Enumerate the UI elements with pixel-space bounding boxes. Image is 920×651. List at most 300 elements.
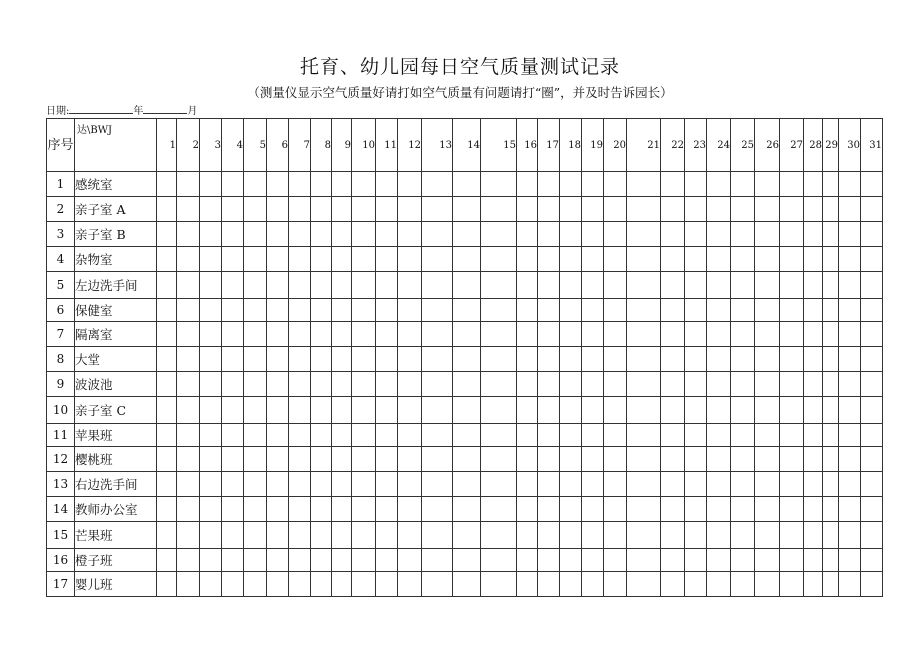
day-check-cell[interactable]	[780, 397, 804, 424]
day-check-cell[interactable]	[839, 172, 861, 197]
day-check-cell[interactable]	[200, 172, 222, 197]
day-check-cell[interactable]	[376, 347, 398, 372]
day-check-cell[interactable]	[200, 272, 222, 299]
day-check-cell[interactable]	[200, 549, 222, 572]
day-check-cell[interactable]	[200, 397, 222, 424]
day-check-cell[interactable]	[352, 272, 376, 299]
day-check-cell[interactable]	[839, 549, 861, 572]
day-check-cell[interactable]	[398, 522, 422, 549]
day-check-cell[interactable]	[289, 522, 311, 549]
day-check-cell[interactable]	[604, 572, 627, 597]
day-check-cell[interactable]	[222, 447, 244, 472]
day-check-cell[interactable]	[661, 272, 685, 299]
day-check-cell[interactable]	[707, 447, 731, 472]
day-check-cell[interactable]	[332, 572, 352, 597]
day-check-cell[interactable]	[780, 322, 804, 347]
day-check-cell[interactable]	[780, 572, 804, 597]
day-check-cell[interactable]	[422, 247, 453, 272]
day-check-cell[interactable]	[481, 497, 517, 522]
day-check-cell[interactable]	[627, 299, 661, 322]
day-check-cell[interactable]	[157, 372, 177, 397]
day-check-cell[interactable]	[222, 497, 244, 522]
day-check-cell[interactable]	[376, 549, 398, 572]
day-check-cell[interactable]	[582, 522, 604, 549]
day-check-cell[interactable]	[352, 549, 376, 572]
day-check-cell[interactable]	[538, 222, 560, 247]
day-check-cell[interactable]	[604, 522, 627, 549]
day-check-cell[interactable]	[244, 572, 267, 597]
day-check-cell[interactable]	[289, 397, 311, 424]
day-check-cell[interactable]	[398, 247, 422, 272]
day-check-cell[interactable]	[707, 522, 731, 549]
day-check-cell[interactable]	[707, 549, 731, 572]
day-check-cell[interactable]	[177, 572, 200, 597]
day-check-cell[interactable]	[352, 397, 376, 424]
day-check-cell[interactable]	[398, 424, 422, 447]
day-check-cell[interactable]	[398, 572, 422, 597]
day-check-cell[interactable]	[780, 222, 804, 247]
day-check-cell[interactable]	[422, 272, 453, 299]
day-check-cell[interactable]	[627, 549, 661, 572]
day-check-cell[interactable]	[453, 424, 481, 447]
day-check-cell[interactable]	[560, 472, 582, 497]
day-check-cell[interactable]	[222, 299, 244, 322]
day-check-cell[interactable]	[200, 424, 222, 447]
day-check-cell[interactable]	[398, 197, 422, 222]
day-check-cell[interactable]	[823, 472, 839, 497]
day-check-cell[interactable]	[707, 272, 731, 299]
day-check-cell[interactable]	[780, 497, 804, 522]
day-check-cell[interactable]	[560, 522, 582, 549]
day-check-cell[interactable]	[311, 397, 332, 424]
day-check-cell[interactable]	[200, 472, 222, 497]
day-check-cell[interactable]	[804, 522, 823, 549]
day-check-cell[interactable]	[398, 372, 422, 397]
day-check-cell[interactable]	[517, 572, 538, 597]
day-check-cell[interactable]	[755, 372, 780, 397]
day-check-cell[interactable]	[311, 197, 332, 222]
day-check-cell[interactable]	[311, 472, 332, 497]
day-check-cell[interactable]	[200, 497, 222, 522]
day-check-cell[interactable]	[332, 299, 352, 322]
day-check-cell[interactable]	[517, 347, 538, 372]
day-check-cell[interactable]	[453, 197, 481, 222]
day-check-cell[interactable]	[332, 497, 352, 522]
day-check-cell[interactable]	[422, 347, 453, 372]
day-check-cell[interactable]	[376, 522, 398, 549]
day-check-cell[interactable]	[422, 322, 453, 347]
day-check-cell[interactable]	[481, 572, 517, 597]
day-check-cell[interactable]	[823, 424, 839, 447]
day-check-cell[interactable]	[398, 272, 422, 299]
day-check-cell[interactable]	[422, 172, 453, 197]
day-check-cell[interactable]	[839, 372, 861, 397]
day-check-cell[interactable]	[804, 197, 823, 222]
day-check-cell[interactable]	[861, 299, 883, 322]
day-check-cell[interactable]	[311, 299, 332, 322]
day-check-cell[interactable]	[560, 172, 582, 197]
day-check-cell[interactable]	[376, 247, 398, 272]
day-check-cell[interactable]	[755, 397, 780, 424]
day-check-cell[interactable]	[861, 247, 883, 272]
day-check-cell[interactable]	[177, 299, 200, 322]
day-check-cell[interactable]	[481, 472, 517, 497]
day-check-cell[interactable]	[627, 272, 661, 299]
day-check-cell[interactable]	[731, 322, 755, 347]
day-check-cell[interactable]	[538, 347, 560, 372]
day-check-cell[interactable]	[538, 272, 560, 299]
day-check-cell[interactable]	[755, 424, 780, 447]
day-check-cell[interactable]	[352, 322, 376, 347]
day-check-cell[interactable]	[422, 522, 453, 549]
day-check-cell[interactable]	[731, 522, 755, 549]
day-check-cell[interactable]	[200, 572, 222, 597]
day-check-cell[interactable]	[398, 549, 422, 572]
day-check-cell[interactable]	[332, 322, 352, 347]
day-check-cell[interactable]	[755, 572, 780, 597]
day-check-cell[interactable]	[780, 372, 804, 397]
day-check-cell[interactable]	[685, 549, 707, 572]
day-check-cell[interactable]	[560, 347, 582, 372]
day-check-cell[interactable]	[861, 222, 883, 247]
day-check-cell[interactable]	[780, 247, 804, 272]
day-check-cell[interactable]	[177, 347, 200, 372]
day-check-cell[interactable]	[289, 372, 311, 397]
day-check-cell[interactable]	[422, 472, 453, 497]
day-check-cell[interactable]	[627, 522, 661, 549]
day-check-cell[interactable]	[661, 397, 685, 424]
day-check-cell[interactable]	[267, 272, 289, 299]
day-check-cell[interactable]	[731, 222, 755, 247]
day-check-cell[interactable]	[780, 272, 804, 299]
day-check-cell[interactable]	[661, 522, 685, 549]
day-check-cell[interactable]	[755, 522, 780, 549]
day-check-cell[interactable]	[517, 372, 538, 397]
day-check-cell[interactable]	[200, 522, 222, 549]
day-check-cell[interactable]	[267, 549, 289, 572]
day-check-cell[interactable]	[627, 424, 661, 447]
day-check-cell[interactable]	[560, 572, 582, 597]
day-check-cell[interactable]	[422, 549, 453, 572]
day-check-cell[interactable]	[177, 447, 200, 472]
day-check-cell[interactable]	[755, 299, 780, 322]
day-check-cell[interactable]	[661, 497, 685, 522]
day-check-cell[interactable]	[804, 347, 823, 372]
day-check-cell[interactable]	[289, 172, 311, 197]
day-check-cell[interactable]	[267, 247, 289, 272]
day-check-cell[interactable]	[560, 222, 582, 247]
day-check-cell[interactable]	[560, 549, 582, 572]
day-check-cell[interactable]	[398, 347, 422, 372]
day-check-cell[interactable]	[157, 347, 177, 372]
day-check-cell[interactable]	[823, 322, 839, 347]
day-check-cell[interactable]	[755, 497, 780, 522]
day-check-cell[interactable]	[604, 472, 627, 497]
day-check-cell[interactable]	[453, 347, 481, 372]
day-check-cell[interactable]	[685, 299, 707, 322]
day-check-cell[interactable]	[560, 322, 582, 347]
day-check-cell[interactable]	[661, 172, 685, 197]
day-check-cell[interactable]	[823, 347, 839, 372]
day-check-cell[interactable]	[823, 197, 839, 222]
day-check-cell[interactable]	[804, 372, 823, 397]
day-check-cell[interactable]	[157, 272, 177, 299]
day-check-cell[interactable]	[823, 572, 839, 597]
day-check-cell[interactable]	[222, 549, 244, 572]
day-check-cell[interactable]	[376, 272, 398, 299]
day-check-cell[interactable]	[376, 497, 398, 522]
day-check-cell[interactable]	[177, 522, 200, 549]
day-check-cell[interactable]	[289, 197, 311, 222]
day-check-cell[interactable]	[823, 447, 839, 472]
day-check-cell[interactable]	[582, 497, 604, 522]
day-check-cell[interactable]	[560, 299, 582, 322]
day-check-cell[interactable]	[685, 172, 707, 197]
day-check-cell[interactable]	[707, 222, 731, 247]
day-check-cell[interactable]	[453, 299, 481, 322]
day-check-cell[interactable]	[422, 299, 453, 322]
day-check-cell[interactable]	[200, 447, 222, 472]
day-check-cell[interactable]	[707, 347, 731, 372]
day-check-cell[interactable]	[823, 172, 839, 197]
day-check-cell[interactable]	[453, 447, 481, 472]
day-check-cell[interactable]	[839, 272, 861, 299]
day-check-cell[interactable]	[861, 572, 883, 597]
day-check-cell[interactable]	[538, 424, 560, 447]
day-check-cell[interactable]	[398, 447, 422, 472]
day-check-cell[interactable]	[332, 424, 352, 447]
day-check-cell[interactable]	[267, 447, 289, 472]
day-check-cell[interactable]	[604, 247, 627, 272]
day-check-cell[interactable]	[604, 497, 627, 522]
day-check-cell[interactable]	[538, 472, 560, 497]
day-check-cell[interactable]	[222, 322, 244, 347]
day-check-cell[interactable]	[177, 322, 200, 347]
day-check-cell[interactable]	[755, 347, 780, 372]
day-check-cell[interactable]	[200, 372, 222, 397]
day-check-cell[interactable]	[244, 447, 267, 472]
day-check-cell[interactable]	[453, 372, 481, 397]
day-check-cell[interactable]	[289, 247, 311, 272]
day-check-cell[interactable]	[627, 197, 661, 222]
day-check-cell[interactable]	[839, 424, 861, 447]
day-check-cell[interactable]	[755, 472, 780, 497]
day-check-cell[interactable]	[352, 347, 376, 372]
day-check-cell[interactable]	[804, 424, 823, 447]
day-check-cell[interactable]	[267, 522, 289, 549]
day-check-cell[interactable]	[861, 197, 883, 222]
day-check-cell[interactable]	[731, 172, 755, 197]
day-check-cell[interactable]	[222, 347, 244, 372]
day-check-cell[interactable]	[582, 397, 604, 424]
day-check-cell[interactable]	[311, 572, 332, 597]
day-check-cell[interactable]	[453, 572, 481, 597]
day-check-cell[interactable]	[755, 222, 780, 247]
day-check-cell[interactable]	[861, 497, 883, 522]
day-check-cell[interactable]	[481, 172, 517, 197]
day-check-cell[interactable]	[157, 472, 177, 497]
day-check-cell[interactable]	[481, 197, 517, 222]
day-check-cell[interactable]	[804, 549, 823, 572]
day-check-cell[interactable]	[244, 424, 267, 447]
day-check-cell[interactable]	[755, 197, 780, 222]
day-check-cell[interactable]	[538, 172, 560, 197]
day-check-cell[interactable]	[861, 372, 883, 397]
day-check-cell[interactable]	[200, 299, 222, 322]
day-check-cell[interactable]	[582, 347, 604, 372]
day-check-cell[interactable]	[839, 572, 861, 597]
day-check-cell[interactable]	[267, 372, 289, 397]
day-check-cell[interactable]	[517, 197, 538, 222]
day-check-cell[interactable]	[352, 572, 376, 597]
day-check-cell[interactable]	[289, 447, 311, 472]
day-check-cell[interactable]	[422, 372, 453, 397]
day-check-cell[interactable]	[560, 397, 582, 424]
day-check-cell[interactable]	[731, 372, 755, 397]
day-check-cell[interactable]	[352, 299, 376, 322]
day-check-cell[interactable]	[755, 322, 780, 347]
day-check-cell[interactable]	[200, 222, 222, 247]
day-check-cell[interactable]	[661, 197, 685, 222]
day-check-cell[interactable]	[177, 424, 200, 447]
day-check-cell[interactable]	[200, 247, 222, 272]
day-check-cell[interactable]	[244, 322, 267, 347]
day-check-cell[interactable]	[332, 472, 352, 497]
day-check-cell[interactable]	[481, 299, 517, 322]
day-check-cell[interactable]	[731, 424, 755, 447]
day-check-cell[interactable]	[267, 347, 289, 372]
day-check-cell[interactable]	[289, 222, 311, 247]
day-check-cell[interactable]	[560, 197, 582, 222]
day-check-cell[interactable]	[685, 322, 707, 347]
day-check-cell[interactable]	[244, 372, 267, 397]
day-check-cell[interactable]	[222, 397, 244, 424]
day-check-cell[interactable]	[200, 347, 222, 372]
day-check-cell[interactable]	[267, 172, 289, 197]
day-check-cell[interactable]	[582, 572, 604, 597]
day-check-cell[interactable]	[685, 347, 707, 372]
day-check-cell[interactable]	[604, 197, 627, 222]
day-check-cell[interactable]	[244, 549, 267, 572]
day-check-cell[interactable]	[311, 247, 332, 272]
day-check-cell[interactable]	[823, 272, 839, 299]
day-check-cell[interactable]	[453, 522, 481, 549]
day-check-cell[interactable]	[661, 447, 685, 472]
day-check-cell[interactable]	[839, 522, 861, 549]
day-check-cell[interactable]	[311, 447, 332, 472]
day-check-cell[interactable]	[398, 322, 422, 347]
day-check-cell[interactable]	[157, 424, 177, 447]
day-check-cell[interactable]	[861, 424, 883, 447]
day-check-cell[interactable]	[804, 472, 823, 497]
day-check-cell[interactable]	[222, 272, 244, 299]
day-check-cell[interactable]	[422, 197, 453, 222]
day-check-cell[interactable]	[481, 222, 517, 247]
day-check-cell[interactable]	[222, 424, 244, 447]
day-check-cell[interactable]	[481, 347, 517, 372]
day-check-cell[interactable]	[352, 447, 376, 472]
day-check-cell[interactable]	[538, 522, 560, 549]
day-check-cell[interactable]	[244, 222, 267, 247]
day-check-cell[interactable]	[731, 397, 755, 424]
day-check-cell[interactable]	[685, 397, 707, 424]
day-check-cell[interactable]	[289, 347, 311, 372]
day-check-cell[interactable]	[422, 397, 453, 424]
day-check-cell[interactable]	[627, 347, 661, 372]
day-check-cell[interactable]	[289, 424, 311, 447]
day-check-cell[interactable]	[517, 397, 538, 424]
day-check-cell[interactable]	[661, 372, 685, 397]
day-check-cell[interactable]	[685, 447, 707, 472]
day-check-cell[interactable]	[311, 522, 332, 549]
day-check-cell[interactable]	[823, 247, 839, 272]
day-check-cell[interactable]	[244, 299, 267, 322]
day-check-cell[interactable]	[627, 247, 661, 272]
day-check-cell[interactable]	[804, 572, 823, 597]
day-check-cell[interactable]	[177, 549, 200, 572]
day-check-cell[interactable]	[517, 299, 538, 322]
day-check-cell[interactable]	[311, 172, 332, 197]
day-check-cell[interactable]	[289, 497, 311, 522]
day-check-cell[interactable]	[823, 497, 839, 522]
day-check-cell[interactable]	[157, 397, 177, 424]
day-check-cell[interactable]	[582, 247, 604, 272]
day-check-cell[interactable]	[267, 397, 289, 424]
day-check-cell[interactable]	[398, 472, 422, 497]
day-check-cell[interactable]	[582, 272, 604, 299]
day-check-cell[interactable]	[157, 497, 177, 522]
day-check-cell[interactable]	[157, 322, 177, 347]
day-check-cell[interactable]	[661, 549, 685, 572]
day-check-cell[interactable]	[222, 172, 244, 197]
day-check-cell[interactable]	[582, 322, 604, 347]
day-check-cell[interactable]	[627, 322, 661, 347]
day-check-cell[interactable]	[481, 372, 517, 397]
day-check-cell[interactable]	[538, 572, 560, 597]
day-check-cell[interactable]	[517, 549, 538, 572]
day-check-cell[interactable]	[398, 222, 422, 247]
day-check-cell[interactable]	[685, 572, 707, 597]
day-check-cell[interactable]	[780, 172, 804, 197]
day-check-cell[interactable]	[352, 372, 376, 397]
day-check-cell[interactable]	[517, 272, 538, 299]
day-check-cell[interactable]	[707, 472, 731, 497]
day-check-cell[interactable]	[177, 472, 200, 497]
day-check-cell[interactable]	[311, 272, 332, 299]
day-check-cell[interactable]	[311, 497, 332, 522]
day-check-cell[interactable]	[839, 247, 861, 272]
day-check-cell[interactable]	[332, 222, 352, 247]
day-check-cell[interactable]	[780, 522, 804, 549]
day-check-cell[interactable]	[731, 299, 755, 322]
day-check-cell[interactable]	[604, 397, 627, 424]
day-check-cell[interactable]	[685, 272, 707, 299]
day-check-cell[interactable]	[244, 172, 267, 197]
day-check-cell[interactable]	[352, 197, 376, 222]
day-check-cell[interactable]	[376, 424, 398, 447]
day-check-cell[interactable]	[661, 299, 685, 322]
day-check-cell[interactable]	[604, 299, 627, 322]
day-check-cell[interactable]	[804, 397, 823, 424]
day-check-cell[interactable]	[707, 572, 731, 597]
day-check-cell[interactable]	[861, 347, 883, 372]
day-check-cell[interactable]	[538, 197, 560, 222]
day-check-cell[interactable]	[780, 472, 804, 497]
day-check-cell[interactable]	[376, 322, 398, 347]
day-check-cell[interactable]	[804, 497, 823, 522]
day-check-cell[interactable]	[861, 322, 883, 347]
day-check-cell[interactable]	[332, 197, 352, 222]
